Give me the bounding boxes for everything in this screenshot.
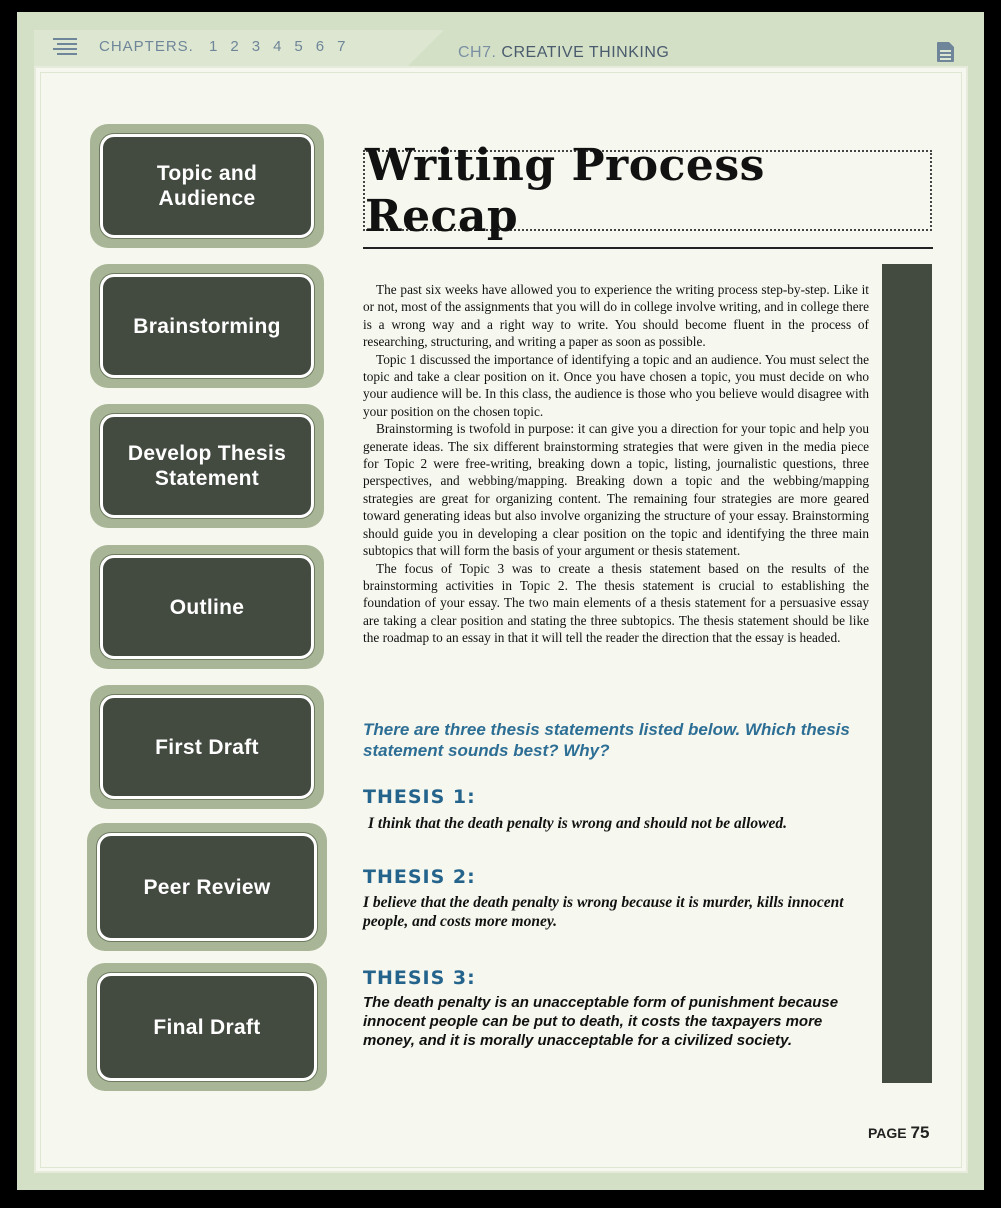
chapter-link-1[interactable]: 1 [209,38,219,55]
sidebar-item-final-draft[interactable] [87,963,327,1091]
thesis-2-text: I believe that the death penalty is wrong because it is murder, kills innocent people, and costs more money. [363,894,844,930]
sidebar-item-topic-and-audience[interactable] [90,124,324,248]
discussion-question: There are three thesis statements listed below. Which thesis statement sounds best? Why? [363,720,850,760]
menu-icon[interactable] [53,38,77,54]
thesis-1-label: THESIS 1: [363,786,476,808]
chapters-label: CHAPTERS. [99,38,194,55]
sidebar-item-label[interactable]: Brainstorming [100,274,314,378]
document-icon[interactable] [937,42,954,62]
paragraph: The focus of Topic 3 was to create a thesis statement based on the results of the brainstorming activities in Topic 2. The thesis statement is crucial to establishing the foundation of your essay. The two main elements of a thesis statement for a persuasive essay are taking a clear position and stating the three subtopics. The thesis statement should be like the roadmap to an essay in that it will tell the reader the direction that the essay is headed. [363,560,869,646]
sidebar-item-peer-review[interactable] [87,823,327,951]
page-title-box [363,139,932,242]
chapter-link-3[interactable]: 3 [251,38,262,55]
chapter-title-text: CREATIVE THINKING [501,44,670,61]
page-title: Writing Process Recap [365,139,765,242]
page-number [868,1123,929,1143]
thesis-1-text: I think that the death penalty is wrong and should not be allowed. [368,815,788,832]
sidebar-item-label[interactable]: Topic and Audience [100,134,314,238]
sidebar-item-label[interactable]: First Draft [100,695,314,799]
title-divider [363,247,933,249]
sidebar-item-label[interactable]: Final Draft [97,973,317,1081]
thesis-3-label: THESIS 3: [363,967,476,989]
paragraph: Brainstorming is twofold in purpose: it can give you a direction for your topic and help you generate ideas. The six different brainstorming strategies that were given in the media piece for Topic 2 were free-writing, breaking down a topic, listing, journalistic questions, three perspectives, and webbing/mapping. Breaking down a topic and the webbing/mapping strategies are great for organizing content. The remaining four strategies are more geared toward generating ideas but also involve organizing the structure of your essay. Brainstorming should guide you in developing a clear position on the topic and identifying the three main subtopics that will form the basis of your argument or thesis statement. [363,421,869,559]
sidebar-item-outline[interactable] [90,545,324,669]
chapter-link-4[interactable]: 4 [273,38,283,55]
paragraph: Topic 1 discussed the importance of identifying a topic and an audience. You must select the topic and take a clear position on it. Once you have chosen a topic, you must decide on who your audience will be. In this class, the audience is those who you believe would disagree with your position on the chosen topic. [363,351,869,419]
body-text [363,281,869,647]
chapter-link-6[interactable]: 6 [315,38,326,55]
sidebar-item-label[interactable]: Peer Review [97,833,317,941]
chapter-code: CH7. [458,44,497,61]
sidebar-item-brainstorming[interactable] [90,264,324,388]
chapter-link-2[interactable]: 2 [230,38,240,55]
chapter-title [458,44,669,62]
page-number-value: 75 [910,1123,930,1142]
sidebar-item-label[interactable]: Outline [100,555,314,659]
chapter-link-7[interactable]: 7 [337,38,347,55]
sidebar-item-first-draft[interactable] [90,685,324,809]
thesis-3-text: The death penalty is an unacceptable form of punishment because innocent people can be put to death, it costs the taxpayers more money, and it is morally unacceptable for a civilized society. [363,994,839,1049]
chapter-link-5[interactable]: 5 [294,38,304,55]
decorative-side-bar [882,264,932,1083]
sidebar-item-develop-thesis[interactable] [90,404,324,528]
page-label: PAGE [868,1125,907,1141]
sidebar-item-label[interactable]: Develop Thesis Statement [100,414,314,518]
paragraph: The past six weeks have allowed you to experience the writing process step-by-step. Like it or not, most of the assignments that you will do in college involve writing, and in college there is a wrong way and a right way to write. You should become fluent in the process of researching, structuring, and writing a paper as soon as possible. [363,282,869,350]
thesis-2-label: THESIS 2: [363,866,476,888]
chapter-nav [99,38,358,55]
